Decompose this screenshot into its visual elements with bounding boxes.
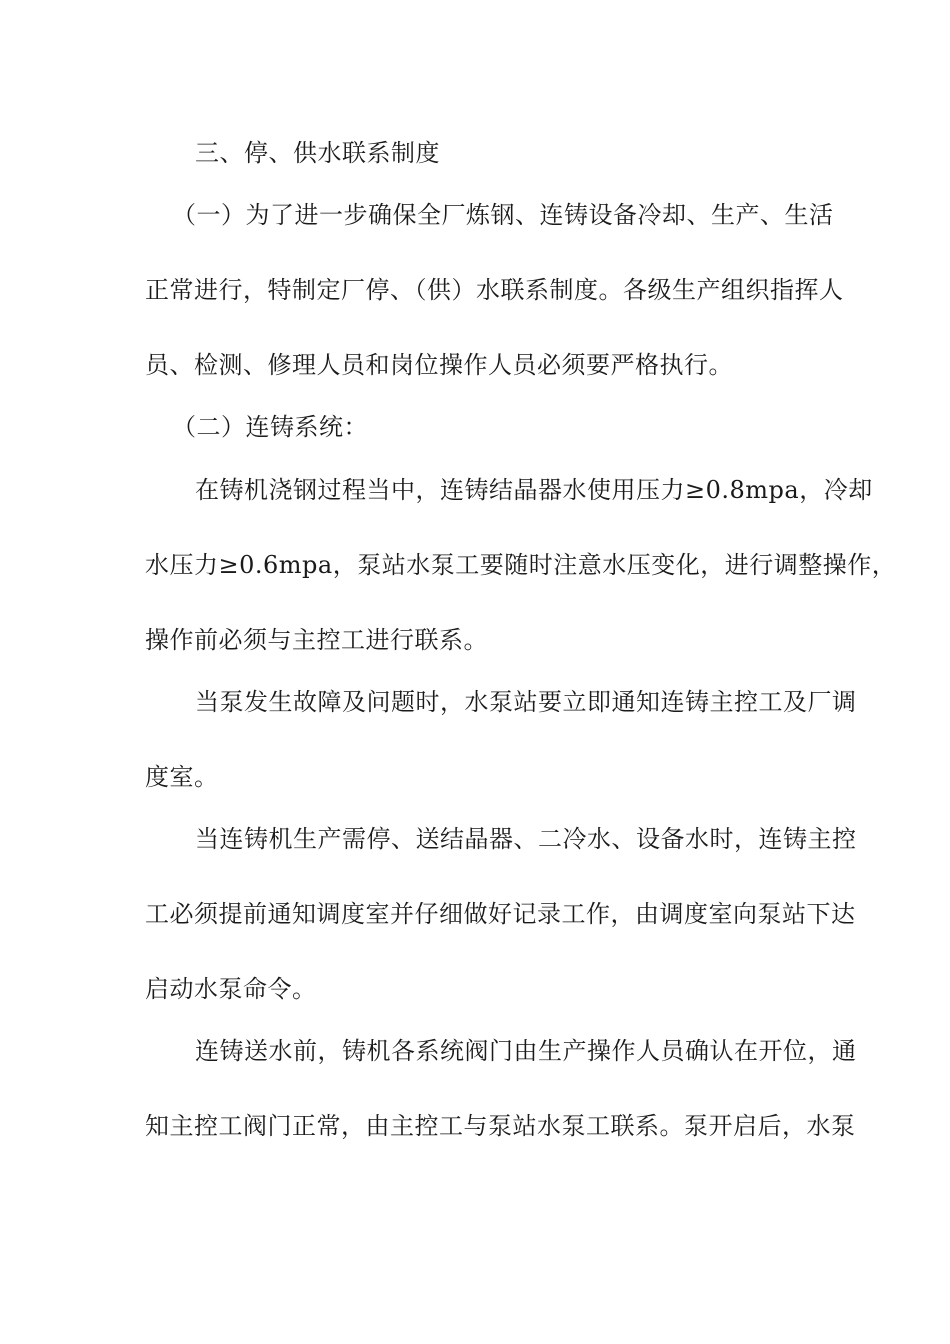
paragraph-line: 水压力≥0.6mpa，泵站水泵工要随时注意水压变化，进行调整操作， xyxy=(145,551,897,579)
paragraph-line: 工必须提前通知调度室并仔细做好记录工作，由调度室向泵站下达 xyxy=(145,900,856,928)
paragraph-line: （二）连铸系统： xyxy=(172,413,368,441)
paragraph-line: （一）为了进一步确保全厂炼钢、连铸设备冷却、生产、生活 xyxy=(172,201,834,229)
paragraph-line: 启动水泵命令。 xyxy=(145,975,317,1003)
paragraph-line: 知主控工阀门正常，由主控工与泵站水泵工联系。泵开启后，水泵 xyxy=(145,1112,856,1140)
paragraph-line: 当泵发生故障及问题时，水泵站要立即通知连铸主控工及厂调 xyxy=(195,688,857,716)
paragraph-line: 在铸机浇钢过程当中，连铸结晶器水使用压力≥0.8mpa，冷却 xyxy=(195,476,873,504)
paragraph-line: 操作前必须与主控工进行联系。 xyxy=(145,626,488,654)
paragraph-line: 当连铸机生产需停、送结晶器、二冷水、设备水时，连铸主控 xyxy=(195,825,857,853)
section-heading: 三、停、供水联系制度 xyxy=(195,139,440,167)
paragraph-line: 员、检测、修理人员和岗位操作人员必须要严格执行。 xyxy=(145,351,733,379)
paragraph-line: 正常进行，特制定厂停、（供）水联系制度。各级生产组织指挥人 xyxy=(145,276,844,304)
paragraph-line: 度室。 xyxy=(145,763,219,791)
paragraph-line: 连铸送水前，铸机各系统阀门由生产操作人员确认在开位，通 xyxy=(195,1037,857,1065)
